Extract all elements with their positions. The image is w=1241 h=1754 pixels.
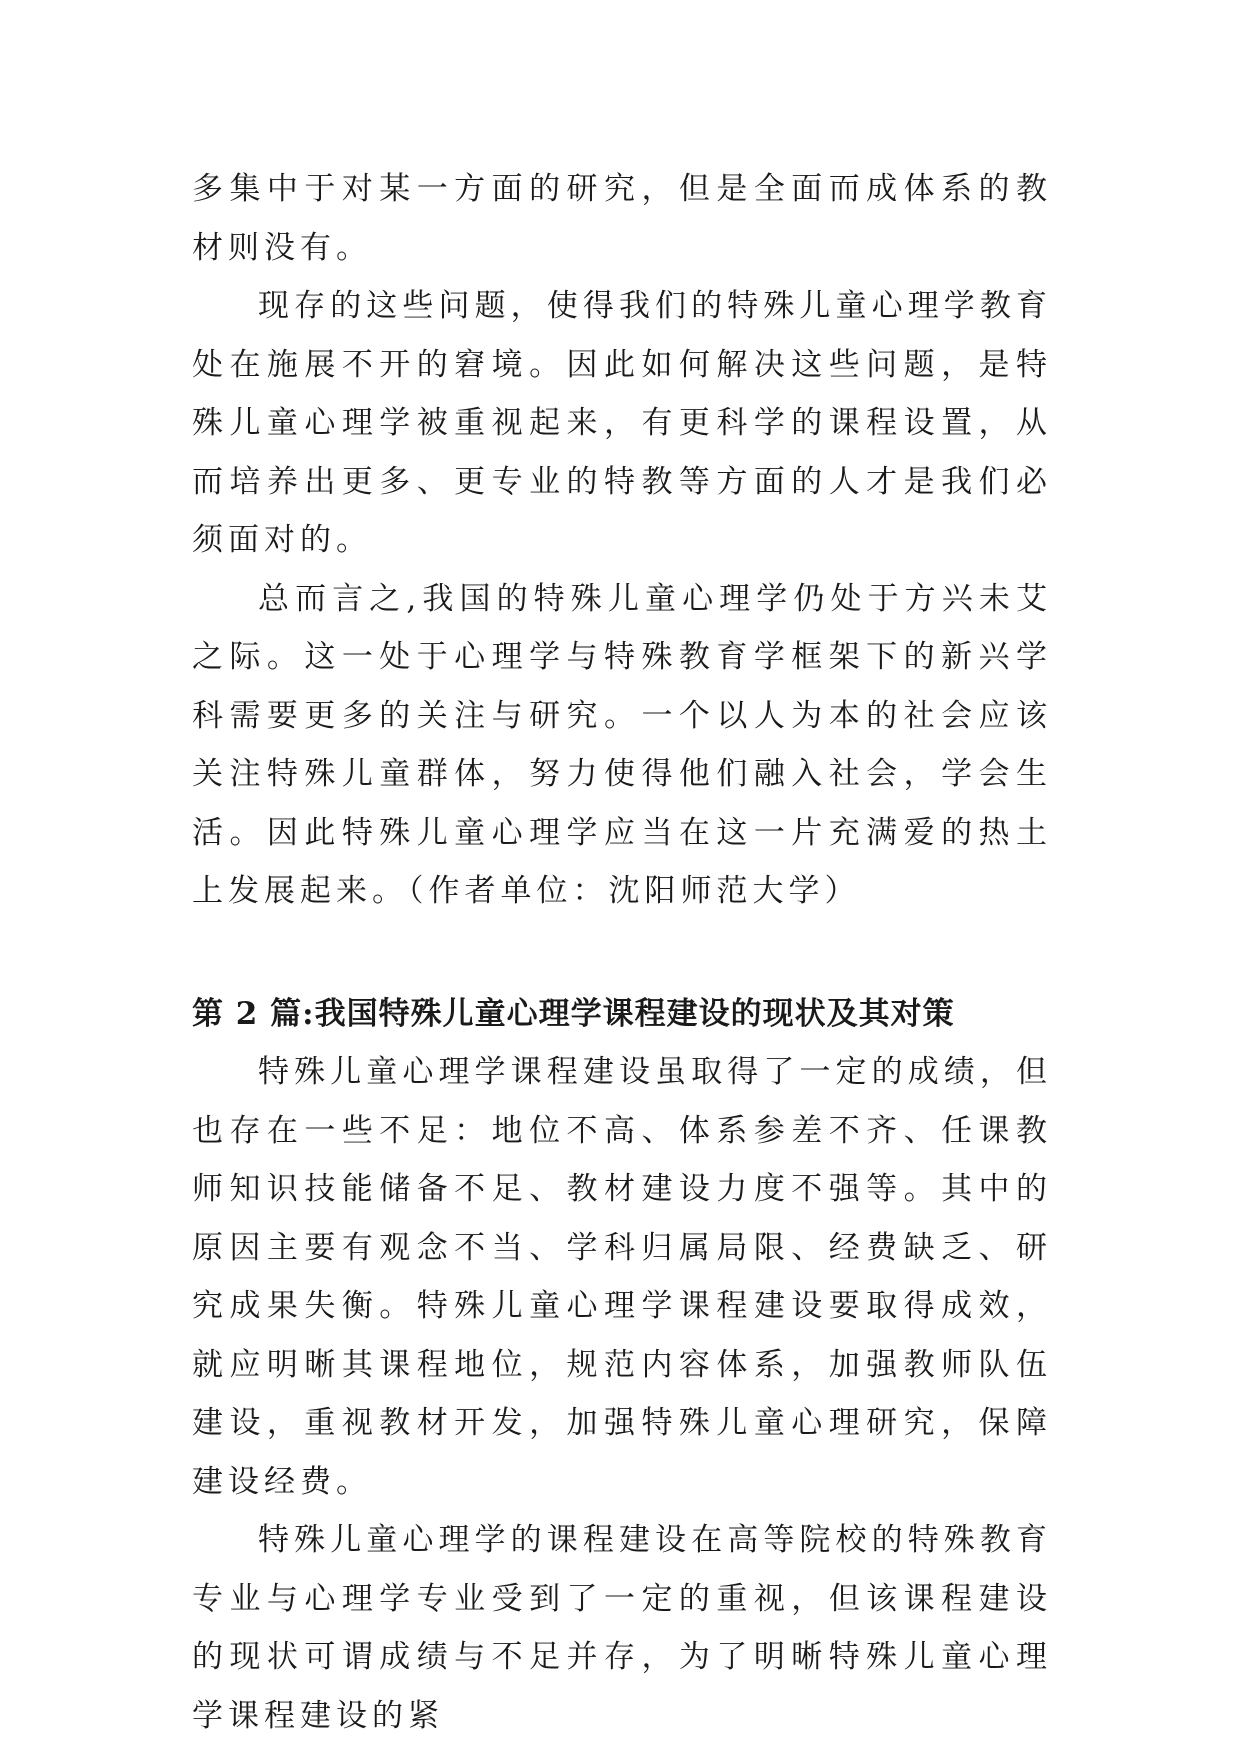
section-heading: 第 2 篇:我国特殊儿童心理学课程建设的现状及其对策 <box>192 995 955 1032</box>
paragraph-conclusion: 总而言之,我国的特殊儿童心理学仍处于方兴未艾之际。这一处于心理学与特殊教育学框架下的新兴学科需要更多的关注与研究。一个以人为本的社会应该关注特殊儿童群体，努力使得他们融入社会，学会生活。因此特殊儿童心理学应当在这一片充满爱的热土上发展起来。（作者单位：沈阳师范大学） <box>192 580 1052 909</box>
paragraph-abstract: 特殊儿童心理学课程建设虽取得了一定的成绩，但也存在一些不足：地位不高、体系参差不齐、任课教师知识技能储备不足、教材建设力度不强等。其中的原因主要有观念不当、学科归属局限、经费缺乏、研究成果失衡。特殊儿童心理学课程建设要取得成效，就应明晰其课程地位，规范内容体系，加强教师队伍建设，重视教材开发，加强特殊儿童心理研究，保障建设经费。 <box>192 1054 1052 1500</box>
document-page <box>192 160 1052 1745</box>
paragraph-intro: 特殊儿童心理学的课程建设在高等院校的特殊教育专业与心理学专业受到了一定的重视，但该课程建设的现状可谓成绩与不足并存，为了明晰特殊儿童心理学课程建设的紧 <box>192 1522 1052 1734</box>
paragraph-continuation: 多集中于对某一方面的研究，但是全面而成体系的教材则没有。 <box>192 171 1052 266</box>
paragraph-existing-problems: 现存的这些问题，使得我们的特殊儿童心理学教育处在施展不开的窘境。因此如何解决这些问题，是特殊儿童心理学被重视起来，有更科学的课程设置，从而培养出更多、更专业的特教等方面的人才是我们必须面对的。 <box>192 288 1052 558</box>
